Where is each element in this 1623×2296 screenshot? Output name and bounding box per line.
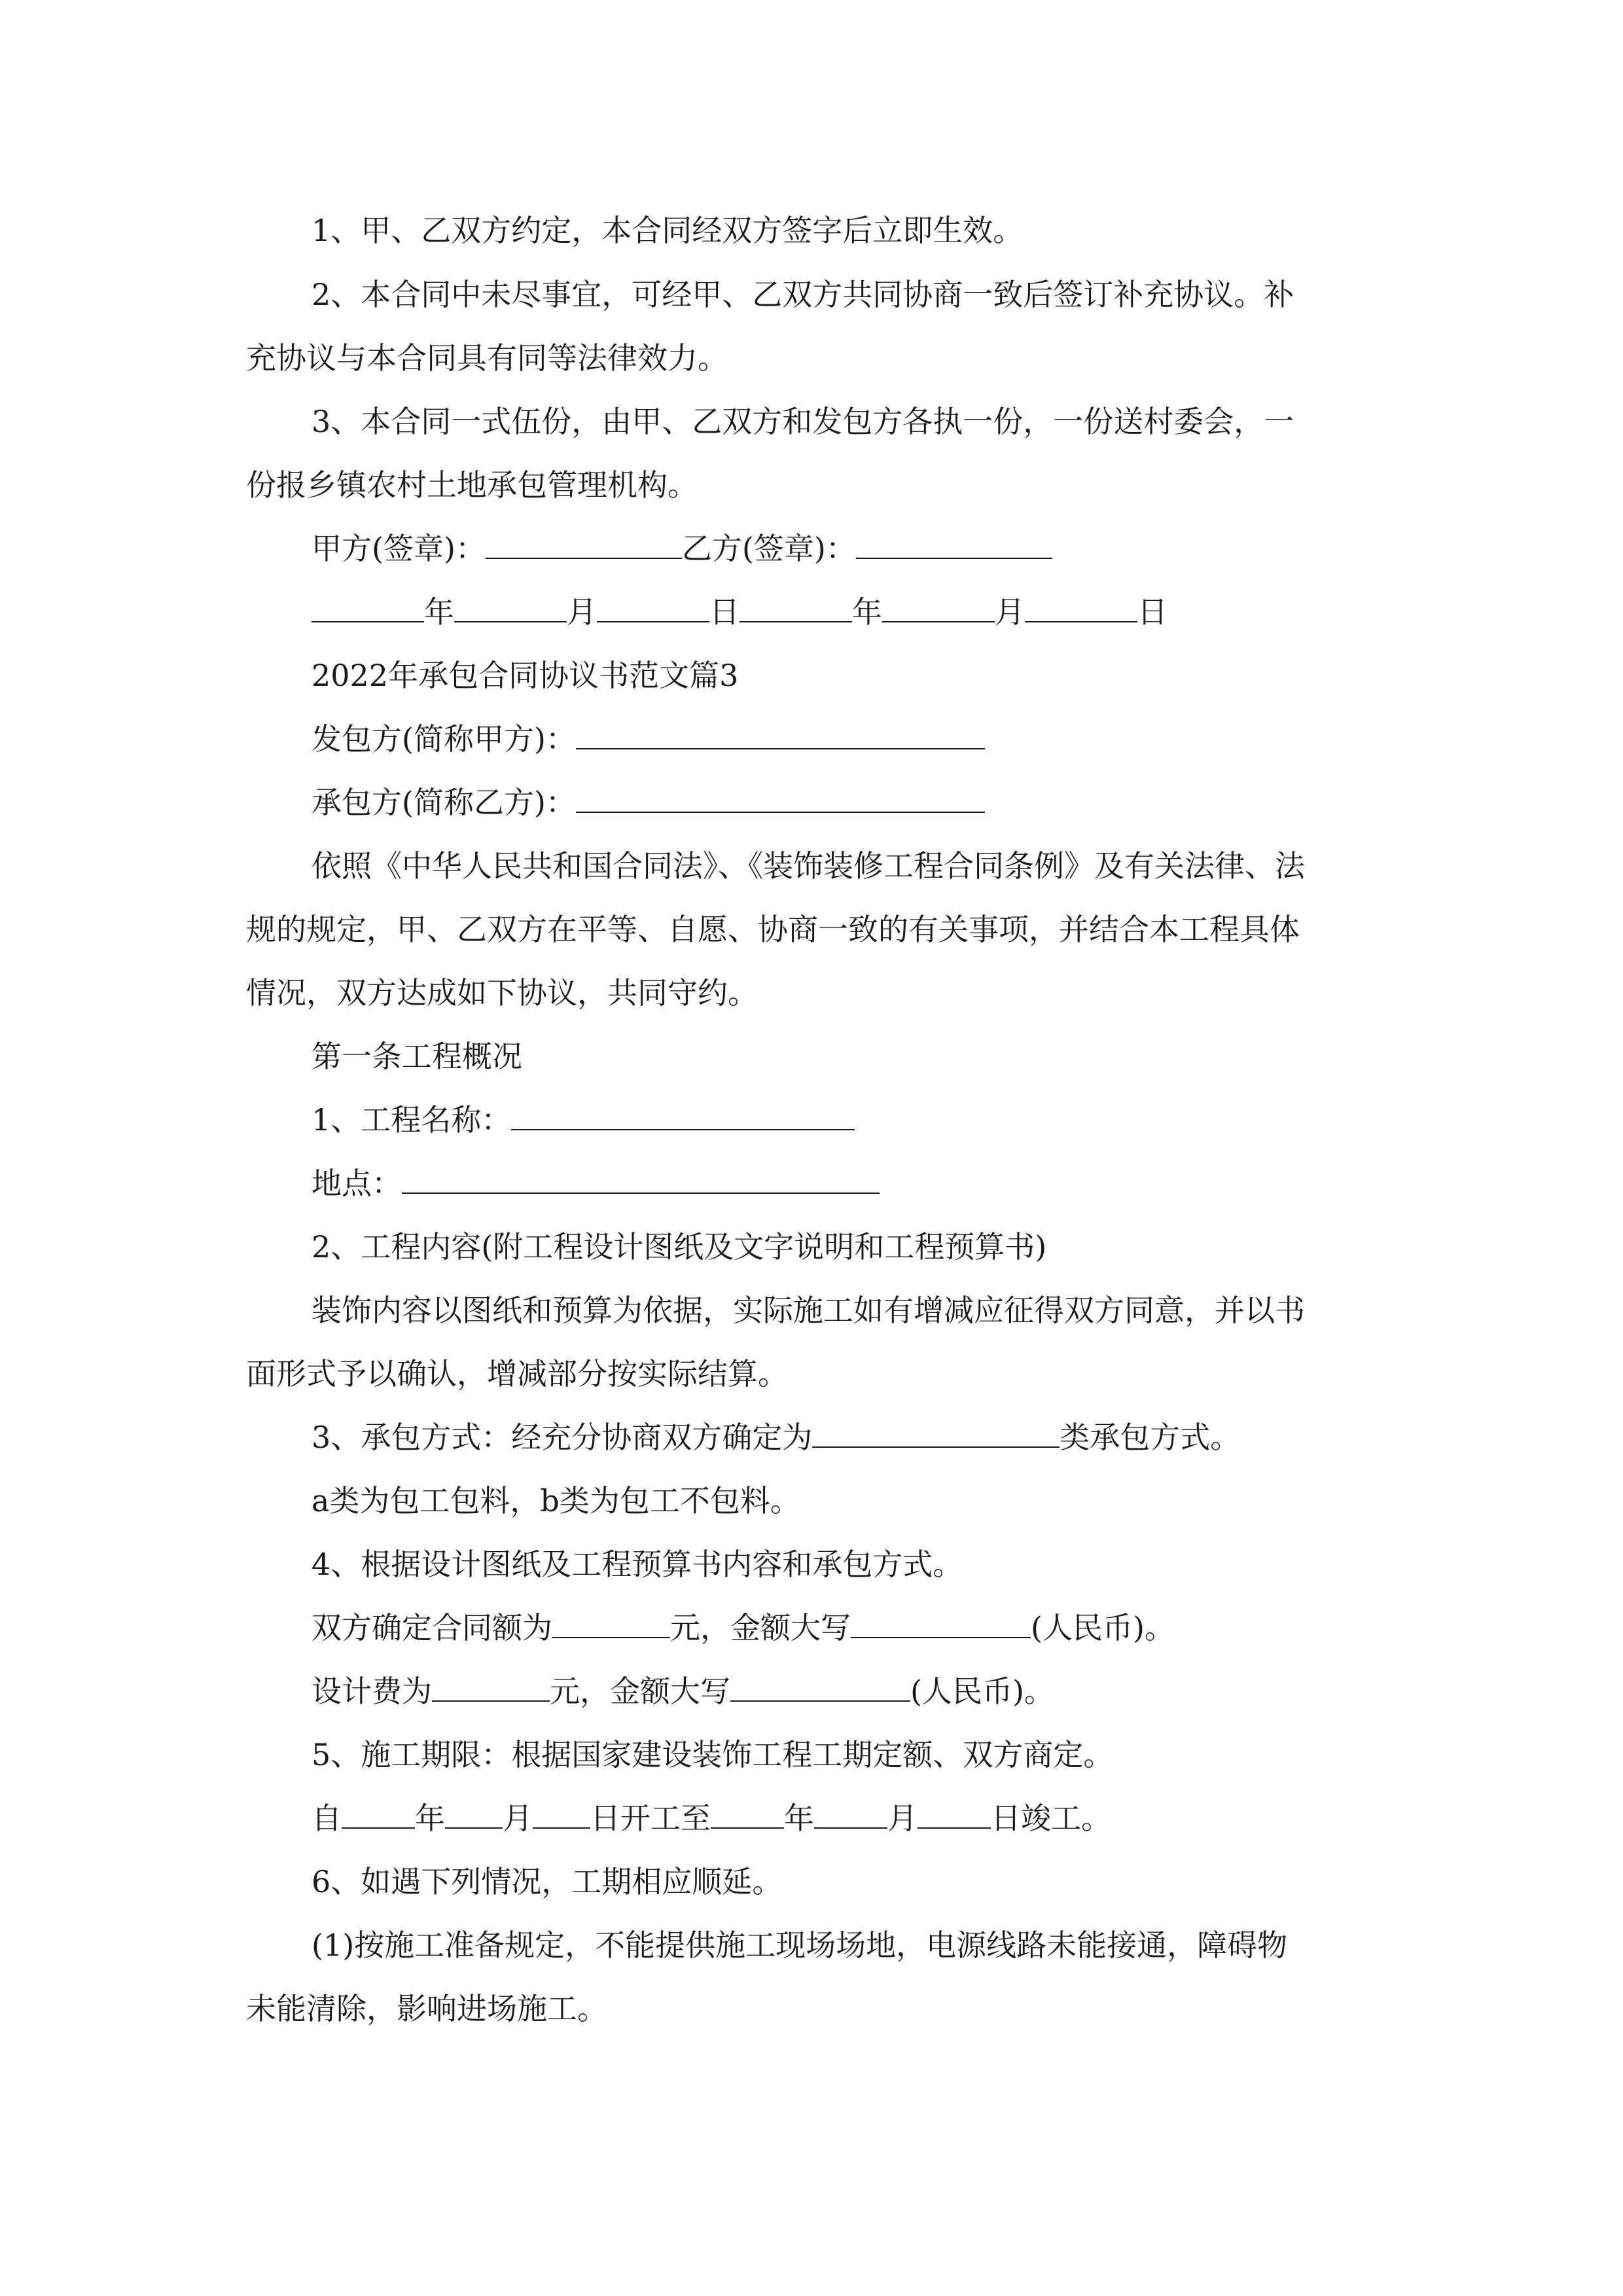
design-fee-words-blank xyxy=(730,1672,910,1702)
method-suffix: 类承包方式。 xyxy=(1060,1420,1241,1455)
date-blank xyxy=(882,592,995,622)
party-a-signature-label: 甲方(签章)： xyxy=(312,531,486,566)
clause-supplement-line1: 2、本合同中未尽事宜，可经甲、乙双方共同协商一致后签订补充协议。补 xyxy=(312,277,1294,312)
period-dates-line xyxy=(312,1799,1450,1838)
intro-line1: 依照《中华人民共和国合同法》、《装饰装修工程合同条例》及有关法律、法 xyxy=(312,848,1305,884)
content-desc-line2: 面形式予以确认，增减部分按实际结算。 xyxy=(246,1356,788,1391)
party-b-signature-blank xyxy=(856,529,1052,559)
month-label: 月 xyxy=(567,594,597,630)
date-blank xyxy=(1025,592,1137,622)
project-name-label: 1、工程名称： xyxy=(312,1102,512,1138)
day-label: 日 xyxy=(1137,594,1168,630)
signature-line xyxy=(312,529,1450,568)
month-label: 月 xyxy=(995,594,1025,630)
month-label: 月 xyxy=(887,1801,918,1836)
item6: 6、如遇下列情况，工期相应顺延。 xyxy=(312,1864,783,1899)
date-blank xyxy=(454,592,567,622)
issuer-label: 发包方(简称甲方)： xyxy=(312,721,576,757)
project-name-line xyxy=(312,1100,1450,1139)
date-blank xyxy=(814,1799,887,1829)
section-title: 2022年承包合同协议书范文篇3 xyxy=(312,658,739,693)
location-line xyxy=(312,1164,1450,1203)
method-prefix: 3、承包方式：经充分协商双方确定为 xyxy=(312,1420,813,1455)
rmb-label: (人民币)。 xyxy=(910,1674,1054,1709)
clause-copies-line2: 份报乡镇农村土地承包管理机构。 xyxy=(246,467,698,503)
date-blank xyxy=(533,1799,590,1829)
date-blank xyxy=(740,592,852,622)
contractor-line xyxy=(312,783,1450,822)
date-blank xyxy=(342,1799,415,1829)
clause-copies-line1: 3、本合同一式伍份，由甲、乙双方和发包方各执一份，一份送村委会，一 xyxy=(312,404,1294,439)
contract-amount-line xyxy=(312,1608,1450,1647)
signature-date-line xyxy=(312,592,1450,632)
method-note: a类为包工包料，b类为包工不包料。 xyxy=(312,1483,800,1518)
year-label: 年 xyxy=(424,594,454,630)
rmb-label: (人民币)。 xyxy=(1031,1610,1175,1645)
location-blank xyxy=(402,1164,880,1194)
intro-line3: 情况，双方达成如下协议，共同守约。 xyxy=(246,975,758,1011)
item4: 4、根据设计图纸及工程预算书内容和承包方式。 xyxy=(312,1547,963,1582)
date-blank xyxy=(711,1799,784,1829)
article1-title: 第一条工程概况 xyxy=(312,1039,522,1074)
issuer-line xyxy=(312,719,1450,759)
year-label: 年 xyxy=(415,1801,445,1836)
content-desc-line1: 装饰内容以图纸和预算为依据，实际施工如有增减应征得双方同意，并以书 xyxy=(312,1293,1305,1328)
method-blank xyxy=(812,1418,1060,1448)
day-label: 日 xyxy=(709,594,740,630)
date-blank xyxy=(312,592,424,622)
issuer-blank xyxy=(576,719,985,749)
contractor-label: 承包方(简称乙方)： xyxy=(312,785,576,820)
content-title: 2、工程内容(附工程设计图纸及文字说明和工程预算书) xyxy=(312,1229,1047,1265)
design-fee-line xyxy=(312,1672,1450,1711)
start-text: 日开工至 xyxy=(590,1801,711,1836)
date-blank xyxy=(445,1799,503,1829)
party-b-signature-label: 乙方(签章)： xyxy=(681,531,856,566)
item6-1-line1: (1)按施工准备规定，不能提供施工现场场地，电源线路未能接通，障碍物 xyxy=(312,1928,1288,1963)
end-text: 日竣工。 xyxy=(991,1801,1111,1836)
yuan-label: 元，金额大写 xyxy=(670,1610,851,1645)
amount-prefix: 双方确定合同额为 xyxy=(312,1610,552,1645)
date-blank xyxy=(597,592,709,622)
month-label: 月 xyxy=(503,1801,533,1836)
design-fee-blank xyxy=(432,1672,550,1702)
clause-effective: 1、甲、乙双方约定，本合同经双方签字后立即生效。 xyxy=(312,213,1024,248)
yuan-label: 元，金额大写 xyxy=(550,1674,730,1709)
party-a-signature-blank xyxy=(486,529,682,559)
period-title: 5、施工期限：根据国家建设装饰工程工期定额、双方商定。 xyxy=(312,1737,1114,1772)
from-label: 自 xyxy=(312,1801,342,1836)
clause-supplement-line2: 充协议与本合同具有同等法律效力。 xyxy=(246,340,728,376)
date-blank xyxy=(918,1799,991,1829)
intro-line2: 规的规定，甲、乙双方在平等、自愿、协商一致的有关事项，并结合本工程具体 xyxy=(246,912,1300,947)
year-label: 年 xyxy=(784,1801,814,1836)
contract-method-line xyxy=(312,1418,1450,1457)
contractor-blank xyxy=(576,783,985,813)
year-label: 年 xyxy=(852,594,882,630)
amount-words-blank xyxy=(851,1608,1031,1638)
design-fee-prefix: 设计费为 xyxy=(312,1674,432,1709)
amount-blank xyxy=(552,1608,670,1638)
location-label: 地点： xyxy=(312,1166,402,1201)
item6-1-line2: 未能清除，影响进场施工。 xyxy=(246,1991,607,2026)
project-name-blank xyxy=(511,1100,855,1130)
